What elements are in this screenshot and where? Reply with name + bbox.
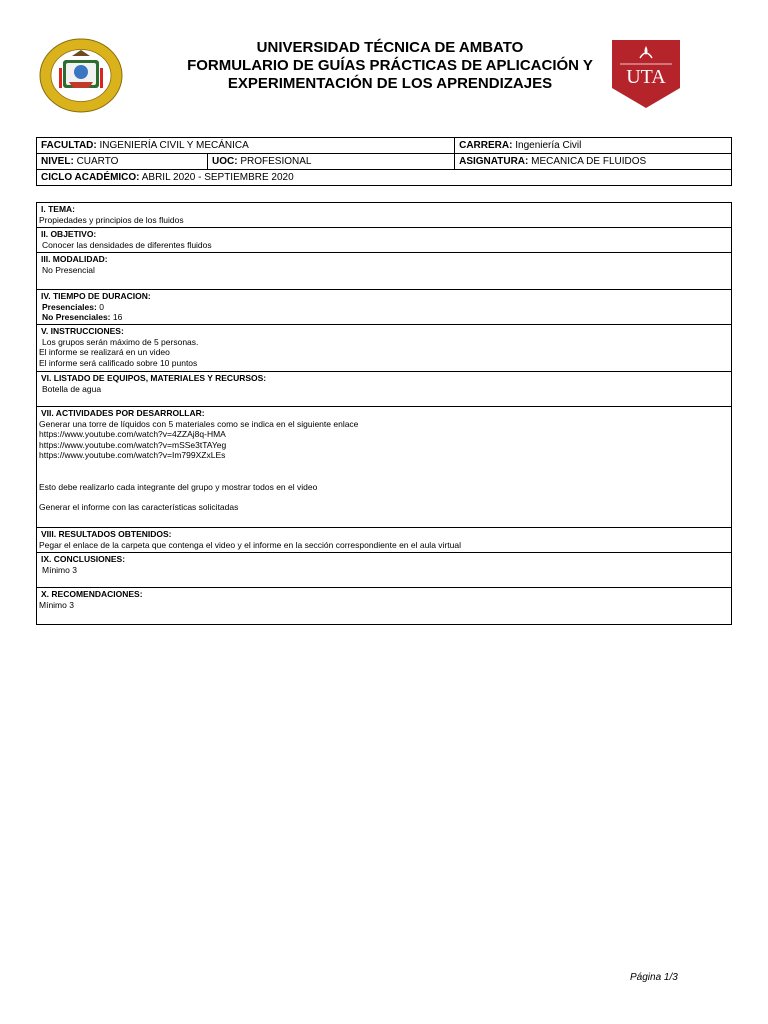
actividad-line: Generar una torre de líquidos con 5 materiales como se indica en el siguiente enlace bbox=[39, 418, 359, 429]
youtube-link[interactable]: https://www.youtube.com/watch?v=mSSe3tTAYeg bbox=[39, 439, 227, 450]
title-line-1: UNIVERSIDAD TÉCNICA DE AMBATO bbox=[256, 39, 524, 56]
ciclo-label: CICLO ACADÉMICO: bbox=[41, 172, 140, 183]
nivel-label: NIVEL: bbox=[41, 156, 74, 167]
nivel-value: CUARTO bbox=[76, 156, 119, 167]
facultad-cell bbox=[37, 138, 455, 154]
nivel-cell bbox=[37, 154, 208, 170]
section-objetivo-text: Conocer las densidades de diferentes fluidos bbox=[42, 239, 212, 250]
section-tiempo bbox=[37, 290, 731, 325]
section-objetivo bbox=[37, 228, 731, 253]
section-conclusiones-title: IX. CONCLUSIONES: bbox=[41, 554, 126, 564]
carrera-value: Ingeniería Civil bbox=[515, 140, 582, 151]
instruccion-line: El informe se realizará en un video bbox=[39, 347, 170, 357]
section-modalidad-title: III. MODALIDAD: bbox=[41, 254, 108, 264]
section-equipos-text: Botella de agua bbox=[42, 383, 102, 394]
no-presenciales-row bbox=[39, 312, 729, 323]
section-equipos bbox=[37, 372, 731, 407]
instruccion-line: Los grupos serán máximo de 5 personas. bbox=[42, 336, 199, 347]
uoc-label: UOC: bbox=[212, 156, 238, 167]
section-resultados bbox=[37, 528, 731, 553]
section-recomendaciones-title: X. RECOMENDACIONES: bbox=[41, 589, 143, 599]
youtube-link[interactable]: https://www.youtube.com/watch?v=Im799XZxLEs bbox=[39, 450, 226, 460]
guide-sections bbox=[36, 202, 732, 625]
section-recomendaciones-text: Mínimo 3 bbox=[39, 599, 74, 610]
document-title bbox=[150, 39, 630, 93]
section-modalidad bbox=[37, 253, 731, 290]
facultad-label: FACULTAD: bbox=[41, 140, 97, 151]
section-modalidad-text: No Presencial bbox=[42, 264, 95, 275]
presenciales-row bbox=[39, 302, 729, 313]
section-conclusiones-text: Mínimo 3 bbox=[42, 564, 77, 575]
no-presenciales-value: 16 bbox=[112, 312, 123, 322]
section-tema-title: I. TEMA: bbox=[41, 204, 75, 214]
section-actividades-title: VII. ACTIVIDADES POR DESARROLLAR: bbox=[41, 408, 205, 418]
asignatura-value: MECANICA DE FLUIDOS bbox=[531, 156, 647, 167]
section-resultados-text: Pegar el enlace de la carpeta que contenga el video y el informe en la sección correspondiente en el aula virtual bbox=[39, 539, 461, 550]
university-seal-logo bbox=[39, 38, 123, 113]
section-instrucciones-title: V. INSTRUCCIONES: bbox=[41, 326, 124, 336]
ciclo-value: ABRIL 2020 - SEPTIEMBRE 2020 bbox=[141, 172, 294, 183]
title-line-2: FORMULARIO DE GUÍAS PRÁCTICAS DE APLICACIÓN Y bbox=[187, 57, 593, 74]
no-presenciales-label: No Presenciales: bbox=[42, 312, 111, 322]
ciclo-cell bbox=[37, 170, 732, 186]
uoc-value: PROFESIONAL bbox=[240, 156, 312, 167]
title-line-3: EXPERIMENTACIÓN DE LOS APRENDIZAJES bbox=[227, 75, 553, 92]
instruccion-line: El informe será calificado sobre 10 puntos bbox=[39, 357, 198, 368]
section-objetivo-title: II. OBJETIVO: bbox=[41, 229, 97, 239]
carrera-label: CARRERA: bbox=[459, 140, 513, 151]
section-conclusiones bbox=[37, 553, 731, 588]
uta-logo bbox=[610, 38, 682, 110]
section-tiempo-title: IV. TIEMPO DE DURACION: bbox=[41, 291, 151, 301]
asignatura-cell bbox=[455, 154, 732, 170]
section-actividades bbox=[37, 407, 731, 528]
actividad-line: Generar el informe con las características solicitadas bbox=[39, 502, 239, 512]
course-info-table bbox=[36, 137, 732, 186]
section-resultados-title: VIII. RESULTADOS OBTENIDOS: bbox=[41, 529, 172, 539]
uoc-cell bbox=[208, 154, 455, 170]
facultad-value: INGENIERÍA CIVIL Y MECÁNICA bbox=[99, 140, 249, 151]
page-number: Página 1/3 bbox=[630, 972, 678, 983]
section-instrucciones bbox=[37, 325, 731, 372]
section-equipos-title: VI. LISTADO DE EQUIPOS, MATERIALES Y RECURSOS: bbox=[41, 373, 267, 383]
presenciales-value: 0 bbox=[99, 301, 104, 312]
uta-logo-text: UTA bbox=[626, 66, 666, 88]
presenciales-label: Presenciales: bbox=[42, 301, 97, 312]
actividad-line: Esto debe realizarlo cada integrante del grupo y mostrar todos en el video bbox=[39, 481, 318, 492]
section-recomendaciones bbox=[37, 588, 731, 625]
section-tema-text: Propiedades y principios de los fluidos bbox=[39, 214, 184, 225]
section-tema bbox=[37, 203, 731, 228]
asignatura-label: ASIGNATURA: bbox=[459, 156, 529, 167]
youtube-link[interactable]: https://www.youtube.com/watch?v=4ZZAj8q-HMA bbox=[39, 429, 226, 439]
carrera-cell bbox=[455, 138, 732, 154]
